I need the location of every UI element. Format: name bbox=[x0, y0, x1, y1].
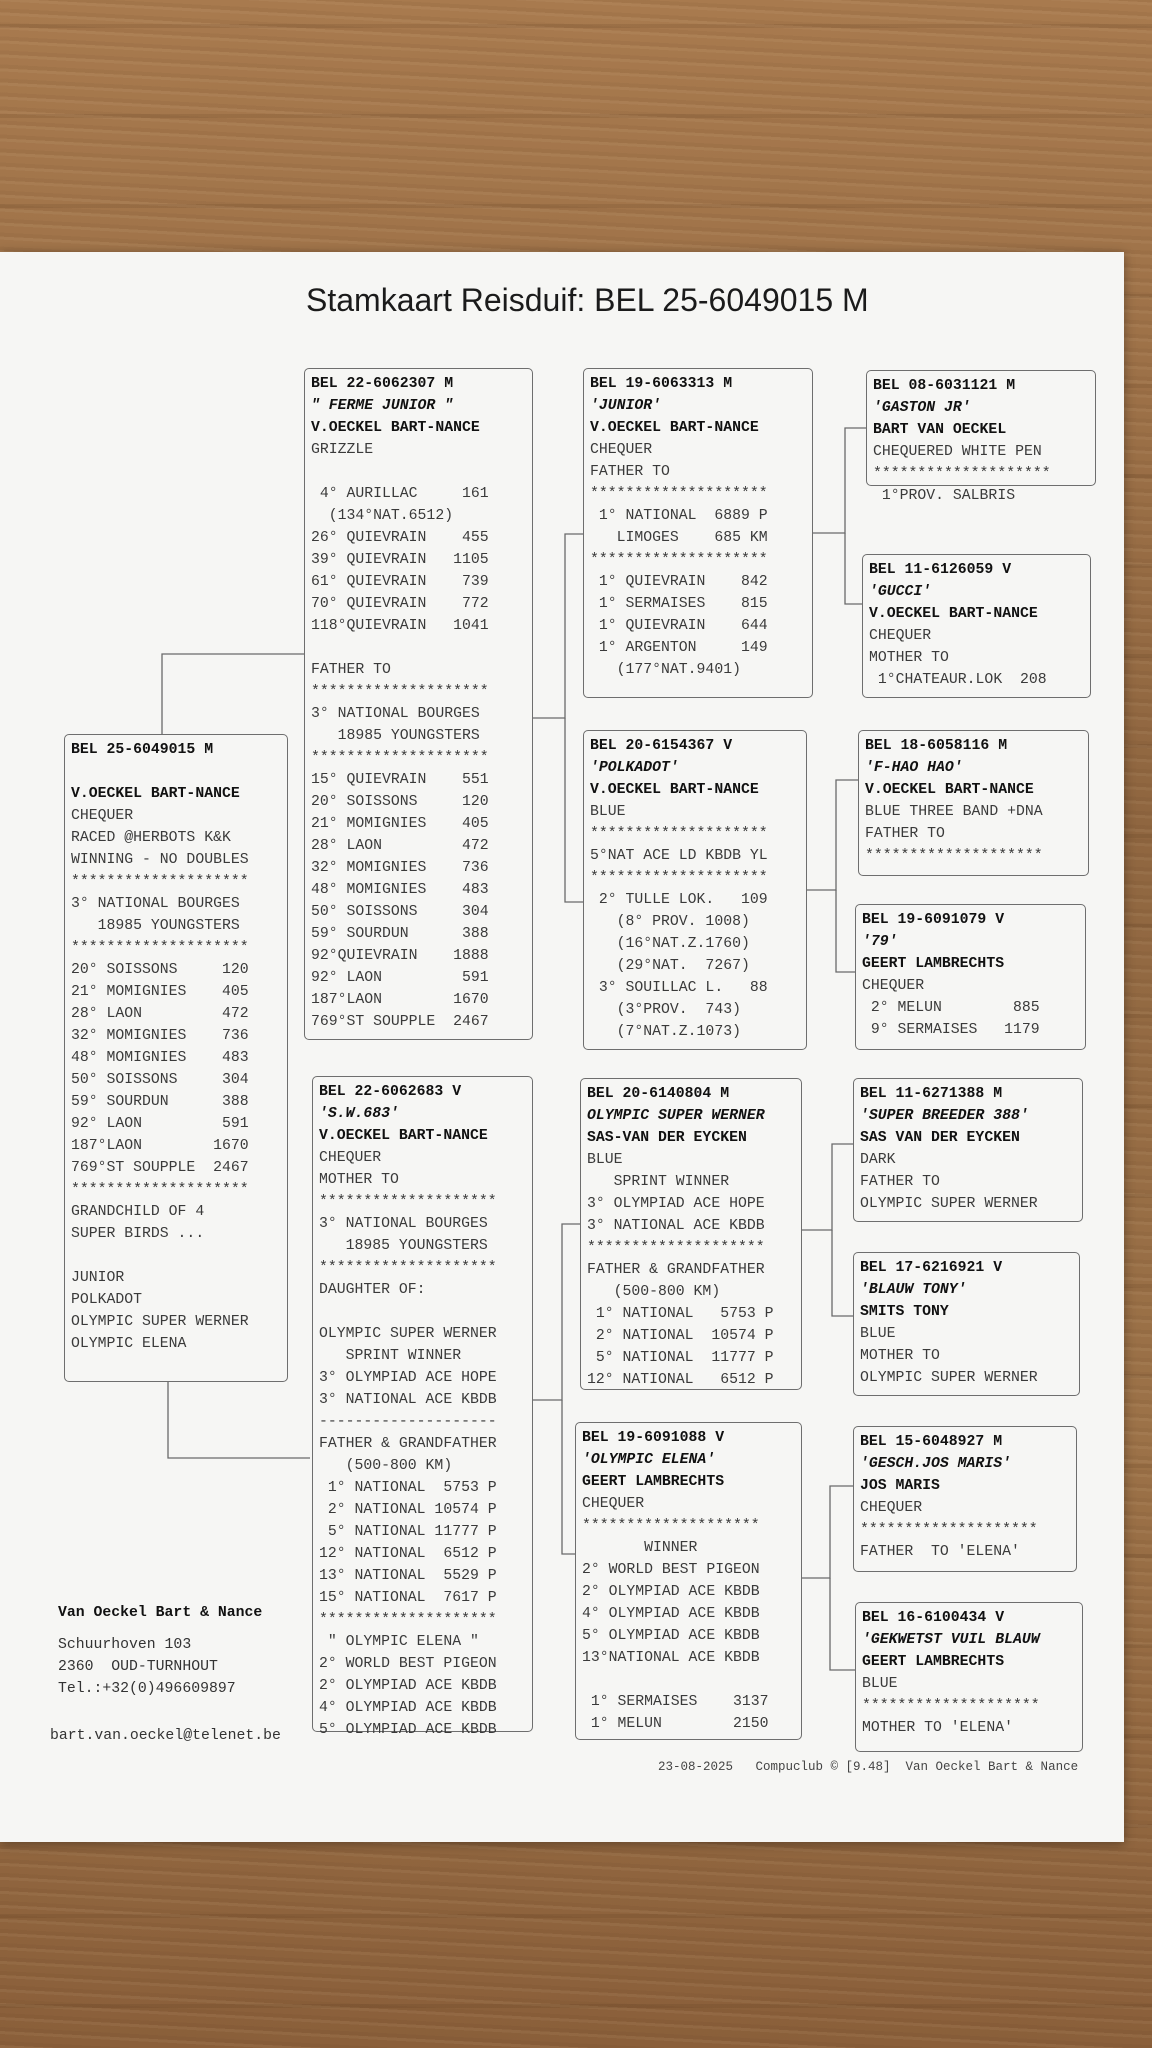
card-line: BEL 19-6063313 M bbox=[590, 376, 733, 392]
card-line: 92°QUIEVRAIN 1888 bbox=[311, 948, 489, 964]
card-line: 3° NATIONAL ACE KBDB bbox=[319, 1392, 497, 1408]
card-line: CHEQUERED WHITE PEN bbox=[873, 444, 1042, 460]
card-line: 3° NATIONAL ACE KBDB bbox=[587, 1218, 765, 1234]
breeder-name: Van Oeckel Bart & Nance bbox=[58, 1605, 263, 1621]
card-line: 1°PROV. SALBRIS bbox=[873, 488, 1016, 504]
card-line: FATHER TO bbox=[311, 662, 391, 678]
card-line: DARK bbox=[860, 1152, 896, 1168]
card-line: 2° OLYMPIAD ACE KBDB bbox=[319, 1678, 497, 1694]
card-line: 5° NATIONAL 11777 P bbox=[587, 1350, 774, 1366]
card-line: BEL 20-6140804 M bbox=[587, 1086, 730, 1102]
card-line: 'OLYMPIC ELENA' bbox=[582, 1452, 716, 1468]
card-line: (177°NAT.9401) bbox=[590, 662, 741, 678]
card-line: 12° NATIONAL 6512 P bbox=[587, 1372, 774, 1388]
card-line: 50° SOISSONS 304 bbox=[71, 1072, 249, 1088]
card-line: BEL 08-6031121 M bbox=[873, 378, 1016, 394]
card-line: (7°NAT.Z.1073) bbox=[590, 1024, 741, 1040]
card-line: 769°ST SOUPPLE 2467 bbox=[311, 1014, 489, 1030]
card-line: 9° SERMAISES 1179 bbox=[862, 1022, 1040, 1038]
card-line: 1° MELUN 2150 bbox=[582, 1716, 769, 1732]
card-line: 187°LAON 1670 bbox=[311, 992, 489, 1008]
card-line: GRIZZLE bbox=[311, 442, 374, 458]
card-line: (3°PROV. 743) bbox=[590, 1002, 741, 1018]
pigeon-card-mmm bbox=[855, 1602, 1083, 1752]
card-line: (500-800 KM) bbox=[587, 1284, 721, 1300]
card-line: OLYMPIC SUPER WERNER bbox=[71, 1314, 249, 1330]
card-line: ******************** bbox=[319, 1612, 497, 1628]
card-line: 92° LAON 591 bbox=[71, 1116, 249, 1132]
card-line: 20° SOISSONS 120 bbox=[71, 962, 249, 978]
page-title: Stamkaart Reisduif: BEL 25-6049015 M bbox=[306, 282, 869, 318]
card-line: 21° MOMIGNIES 405 bbox=[71, 984, 249, 1000]
card-line: 2° WORLD BEST PIGEON bbox=[582, 1562, 760, 1578]
card-line: 32° MOMIGNIES 736 bbox=[71, 1028, 249, 1044]
card-line: '79' bbox=[862, 934, 898, 950]
card-line: 3° OLYMPIAD ACE HOPE bbox=[319, 1370, 497, 1386]
card-line: 21° MOMIGNIES 405 bbox=[311, 816, 489, 832]
card-line: OLYMPIC ELENA bbox=[71, 1336, 187, 1352]
card-line: 18985 YOUNGSTERS bbox=[311, 728, 480, 744]
card-line: SAS-VAN DER EYCKEN bbox=[587, 1130, 747, 1146]
card-line: 59° SOURDUN 388 bbox=[71, 1094, 249, 1110]
breeder-email: bart.van.oeckel@telenet.be bbox=[50, 1728, 281, 1744]
card-line: CHEQUER bbox=[590, 442, 653, 458]
pigeon-card-subject bbox=[64, 734, 288, 1382]
card-line: 48° MOMIGNIES 483 bbox=[71, 1050, 249, 1066]
card-line: 3° NATIONAL BOURGES bbox=[71, 896, 240, 912]
card-line: 1° NATIONAL 5753 P bbox=[319, 1480, 497, 1496]
card-line: ******************** bbox=[590, 486, 768, 502]
card-line: OLYMPIC SUPER WERNER bbox=[860, 1196, 1038, 1212]
card-line: BEL 22-6062683 V bbox=[319, 1084, 462, 1100]
card-line: (29°NAT. 7267) bbox=[590, 958, 750, 974]
card-line: ******************** bbox=[71, 1182, 249, 1198]
card-line: 59° SOURDUN 388 bbox=[311, 926, 489, 942]
card-line: LIMOGES 685 KM bbox=[590, 530, 768, 546]
pigeon-card-fmm bbox=[855, 904, 1086, 1050]
card-line: FATHER & GRANDFATHER bbox=[319, 1436, 497, 1452]
pigeon-card-father bbox=[304, 368, 533, 1040]
card-line: FATHER TO bbox=[865, 826, 945, 842]
card-line: 'F-HAO HAO' bbox=[865, 760, 963, 776]
pigeon-card-mfm bbox=[853, 1252, 1080, 1396]
card-line bbox=[311, 637, 532, 659]
card-line: ******************** bbox=[319, 1194, 497, 1210]
card-line: 3° NATIONAL BOURGES bbox=[311, 706, 480, 722]
card-line: (8° PROV. 1008) bbox=[590, 914, 750, 930]
breeder-street: Schuurhoven 103 bbox=[58, 1637, 192, 1653]
card-line: BEL 15-6048927 M bbox=[860, 1434, 1003, 1450]
card-line: ******************** bbox=[873, 466, 1051, 482]
card-line: 2° NATIONAL 10574 P bbox=[319, 1502, 497, 1518]
card-line: 'S.W.683' bbox=[319, 1106, 399, 1122]
card-line: BEL 19-6091079 V bbox=[862, 912, 1005, 928]
card-line: 5° NATIONAL 11777 P bbox=[319, 1524, 497, 1540]
card-line: 50° SOISSONS 304 bbox=[311, 904, 489, 920]
card-line: 'SUPER BREEDER 388' bbox=[860, 1108, 1029, 1124]
card-line: 1° QUIEVRAIN 842 bbox=[590, 574, 768, 590]
breeder-city: 2360 OUD-TURNHOUT bbox=[58, 1659, 218, 1675]
card-line: 4° OLYMPIAD ACE KBDB bbox=[319, 1700, 497, 1716]
card-line: 'GESCH.JOS MARIS' bbox=[860, 1456, 1011, 1472]
card-line: (134°NAT.6512) bbox=[311, 508, 454, 524]
card-line: 15° NATIONAL 7617 P bbox=[319, 1590, 497, 1606]
card-line: " OLYMPIC ELENA " bbox=[319, 1634, 479, 1650]
card-line: JOS MARIS bbox=[860, 1478, 940, 1494]
card-line: 1° NATIONAL 5753 P bbox=[587, 1306, 774, 1322]
card-line: 1°CHATEAUR.LOK 208 bbox=[869, 672, 1047, 688]
card-line: 5°NAT ACE LD KBDB YL bbox=[590, 848, 768, 864]
card-line: -------------------- bbox=[319, 1414, 497, 1430]
pigeon-card-fff bbox=[866, 370, 1096, 504]
card-line: " FERME JUNIOR " bbox=[311, 398, 454, 414]
card-line: BEL 16-6100434 V bbox=[862, 1610, 1005, 1626]
card-line: 'GEKWETST VUIL BLAUW bbox=[862, 1632, 1040, 1648]
card-line: DAUGHTER OF: bbox=[319, 1282, 426, 1298]
card-line: CHEQUER bbox=[319, 1150, 382, 1166]
card-line: ******************** bbox=[590, 870, 768, 886]
card-line: 26° QUIEVRAIN 455 bbox=[311, 530, 489, 546]
pigeon-card-mother-father bbox=[580, 1078, 802, 1390]
card-line: 32° MOMIGNIES 736 bbox=[311, 860, 489, 876]
card-line: BLUE bbox=[590, 804, 626, 820]
card-line: SPRINT WINNER bbox=[587, 1174, 730, 1190]
card-line: SAS VAN DER EYCKEN bbox=[860, 1130, 1020, 1146]
card-line: ******************** bbox=[865, 848, 1043, 864]
card-line: 2° TULLE LOK. 109 bbox=[590, 892, 768, 908]
card-line: BEL 18-6058116 M bbox=[865, 738, 1008, 754]
card-line: CHEQUER bbox=[869, 628, 932, 644]
card-line: 39° QUIEVRAIN 1105 bbox=[311, 552, 489, 568]
breeder-address bbox=[58, 1602, 262, 1700]
card-line: ******************** bbox=[862, 1698, 1040, 1714]
card-line: BEL 25-6049015 M bbox=[71, 742, 214, 758]
pigeon-card-mother bbox=[312, 1076, 533, 1738]
card-line: FATHER TO bbox=[860, 1174, 940, 1190]
card-line: MOTHER TO bbox=[319, 1172, 399, 1188]
card-line: OLYMPIC SUPER WERNER bbox=[319, 1326, 497, 1342]
card-line: 4° AURILLAC 161 bbox=[311, 486, 489, 502]
card-line: 18985 YOUNGSTERS bbox=[319, 1238, 488, 1254]
card-line: FATHER & GRANDFATHER bbox=[587, 1262, 765, 1278]
pigeon-card-ffm bbox=[862, 554, 1091, 698]
card-line: 1° SERMAISES 3137 bbox=[582, 1694, 769, 1710]
card-line: 28° LAON 472 bbox=[71, 1006, 249, 1022]
card-line: 13°NATIONAL ACE KBDB bbox=[582, 1650, 760, 1666]
pigeon-card-father-mother bbox=[583, 730, 807, 1050]
card-line: BART VAN OECKEL bbox=[873, 422, 1007, 438]
card-line: POLKADOT bbox=[71, 1292, 143, 1308]
card-line: FATHER TO 'ELENA' bbox=[860, 1544, 1020, 1560]
card-line: GRANDCHILD OF 4 bbox=[71, 1204, 205, 1220]
card-line: 1° ARGENTON 149 bbox=[590, 640, 768, 656]
card-line: GEERT LAMBRECHTS bbox=[862, 956, 1005, 972]
card-line: 1° NATIONAL 6889 P bbox=[590, 508, 768, 524]
card-line: ******************** bbox=[319, 1260, 497, 1276]
pigeon-card-mother-mother bbox=[575, 1422, 802, 1740]
card-line: 18985 YOUNGSTERS bbox=[71, 918, 240, 934]
card-line: 'GUCCI' bbox=[869, 584, 932, 600]
card-line: 'BLAUW TONY' bbox=[860, 1282, 967, 1298]
card-line: ******************** bbox=[587, 1240, 765, 1256]
card-line: 20° SOISSONS 120 bbox=[311, 794, 489, 810]
card-line: 'JUNIOR' bbox=[590, 398, 662, 414]
card-line: BEL 19-6091088 V bbox=[582, 1430, 725, 1446]
card-line bbox=[311, 461, 532, 483]
card-line: SUPER BIRDS ... bbox=[71, 1226, 205, 1242]
card-line: CHEQUER bbox=[71, 808, 134, 824]
card-line: ******************** bbox=[71, 940, 249, 956]
card-line: V.OECKEL BART-NANCE bbox=[865, 782, 1034, 798]
card-line: BEL 17-6216921 V bbox=[860, 1260, 1003, 1276]
card-line: 92° LAON 591 bbox=[311, 970, 489, 986]
card-line: SPRINT WINNER bbox=[319, 1348, 462, 1364]
card-line: 2° OLYMPIAD ACE KBDB bbox=[582, 1584, 760, 1600]
card-line: BEL 11-6271388 M bbox=[860, 1086, 1003, 1102]
card-line: 1° SERMAISES 815 bbox=[590, 596, 768, 612]
card-line: ******************** bbox=[311, 750, 489, 766]
card-line: 769°ST SOUPPLE 2467 bbox=[71, 1160, 249, 1176]
card-line: 48° MOMIGNIES 483 bbox=[311, 882, 489, 898]
card-line: FATHER TO bbox=[590, 464, 670, 480]
card-line: ******************** bbox=[582, 1518, 760, 1534]
card-line: JUNIOR bbox=[71, 1270, 125, 1286]
card-line bbox=[71, 761, 287, 783]
card-line: 5° OLYMPIAD ACE KBDB bbox=[319, 1722, 497, 1738]
card-line: V.OECKEL BART-NANCE bbox=[869, 606, 1038, 622]
footer-print-info: 23-08-2025 Compuclub © [9.48] Van Oeckel Bart & Nance bbox=[658, 1760, 1079, 1774]
card-line: 118°QUIEVRAIN 1041 bbox=[311, 618, 489, 634]
card-line: ******************** bbox=[311, 684, 489, 700]
card-line: BLUE bbox=[862, 1676, 898, 1692]
card-line: BLUE bbox=[860, 1326, 896, 1342]
card-line: 2° MELUN 885 bbox=[862, 1000, 1040, 1016]
card-line: V.OECKEL BART-NANCE bbox=[319, 1128, 488, 1144]
card-line: BEL 22-6062307 M bbox=[311, 376, 454, 392]
pigeon-card-fmf bbox=[858, 730, 1089, 876]
card-line: 15° QUIEVRAIN 551 bbox=[311, 772, 489, 788]
card-line bbox=[582, 1669, 801, 1691]
card-line: CHEQUER bbox=[862, 978, 925, 994]
card-line: V.OECKEL BART-NANCE bbox=[590, 420, 759, 436]
card-line bbox=[319, 1301, 532, 1323]
pigeon-card-mmf bbox=[853, 1426, 1077, 1572]
card-line: V.OECKEL BART-NANCE bbox=[71, 786, 240, 802]
card-line: ******************** bbox=[590, 552, 768, 568]
card-line: ******************** bbox=[590, 826, 768, 842]
breeder-phone: Tel.:+32(0)496609897 bbox=[58, 1681, 236, 1697]
pigeon-card-mff bbox=[853, 1078, 1083, 1222]
card-line: 70° QUIEVRAIN 772 bbox=[311, 596, 489, 612]
card-line: 2° WORLD BEST PIGEON bbox=[319, 1656, 497, 1672]
card-line: 187°LAON 1670 bbox=[71, 1138, 249, 1154]
pedigree-sheet bbox=[0, 252, 1124, 1842]
card-line: 3° SOUILLAC L. 88 bbox=[590, 980, 768, 996]
card-line: MOTHER TO bbox=[860, 1348, 940, 1364]
card-line: BLUE bbox=[587, 1152, 623, 1168]
card-line: (500-800 KM) bbox=[319, 1458, 453, 1474]
card-line: BEL 11-6126059 V bbox=[869, 562, 1012, 578]
card-line: GEERT LAMBRECHTS bbox=[862, 1654, 1005, 1670]
card-line: 3° OLYMPIAD ACE HOPE bbox=[587, 1196, 765, 1212]
card-line: 'POLKADOT' bbox=[590, 760, 679, 776]
card-line: V.OECKEL BART-NANCE bbox=[311, 420, 480, 436]
card-line: CHEQUER bbox=[582, 1496, 645, 1512]
card-line: (16°NAT.Z.1760) bbox=[590, 936, 750, 952]
card-line: 12° NATIONAL 6512 P bbox=[319, 1546, 497, 1562]
card-line: GEERT LAMBRECHTS bbox=[582, 1474, 725, 1490]
card-line bbox=[71, 1245, 287, 1267]
card-line: 13° NATIONAL 5529 P bbox=[319, 1568, 497, 1584]
card-line: OLYMPIC SUPER WERNER bbox=[860, 1370, 1038, 1386]
card-line: SMITS TONY bbox=[860, 1304, 949, 1320]
card-line: RACED @HERBOTS K&K bbox=[71, 830, 231, 846]
card-line: 1° QUIEVRAIN 644 bbox=[590, 618, 768, 634]
card-line: 61° QUIEVRAIN 739 bbox=[311, 574, 489, 590]
card-line: WINNER bbox=[582, 1540, 698, 1556]
card-line: OLYMPIC SUPER WERNER bbox=[587, 1108, 765, 1124]
card-line: ******************** bbox=[71, 874, 249, 890]
card-line: MOTHER TO 'ELENA' bbox=[862, 1720, 1013, 1736]
card-line: V.OECKEL BART-NANCE bbox=[590, 782, 759, 798]
card-line: BEL 20-6154367 V bbox=[590, 738, 733, 754]
card-line: WINNING - NO DOUBLES bbox=[71, 852, 249, 868]
card-line: 'GASTON JR' bbox=[873, 400, 971, 416]
card-line: BLUE THREE BAND +DNA bbox=[865, 804, 1043, 820]
card-line: MOTHER TO bbox=[869, 650, 949, 666]
card-line: ******************** bbox=[860, 1522, 1038, 1538]
pigeon-card-father-father bbox=[583, 368, 813, 698]
card-line: CHEQUER bbox=[860, 1500, 923, 1516]
card-line: 3° NATIONAL BOURGES bbox=[319, 1216, 488, 1232]
card-line: 28° LAON 472 bbox=[311, 838, 489, 854]
card-line: 2° NATIONAL 10574 P bbox=[587, 1328, 774, 1344]
card-line: 5° OLYMPIAD ACE KBDB bbox=[582, 1628, 760, 1644]
card-line: 4° OLYMPIAD ACE KBDB bbox=[582, 1606, 760, 1622]
